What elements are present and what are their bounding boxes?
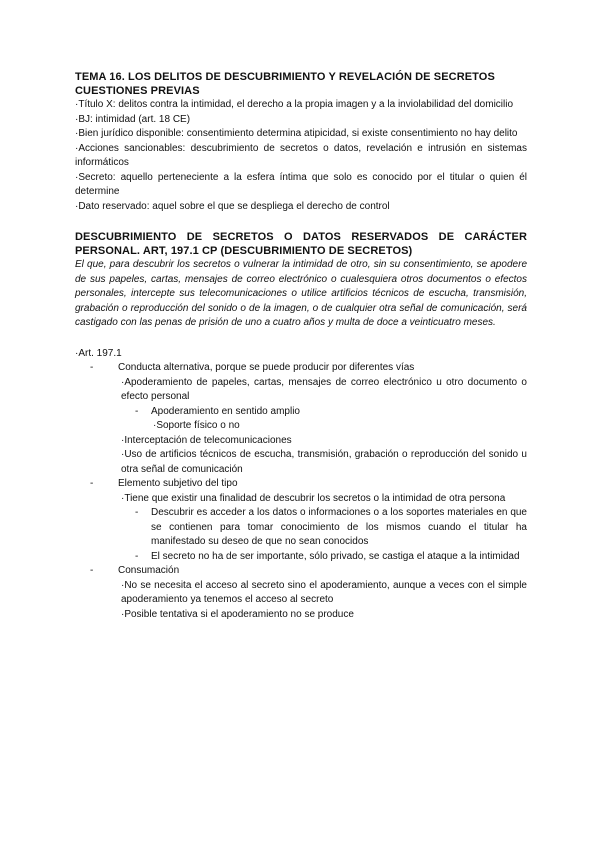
list-item: ·Bien jurídico disponible: consentimiento determina atipicidad, si existe consentimiento no hay delito (75, 128, 518, 139)
subpoint-text: Descubrir es acceder a los datos o informaciones o a los soportes materiales en que se contienen para tomar conocimiento de los mismos cuando el titular ha manifestado su deseo de que no sean conocidos (151, 507, 527, 547)
outline-subpoint (118, 506, 527, 550)
dash-bullet: - (90, 565, 94, 576)
dash-bullet: - (135, 405, 139, 417)
outline-branch (75, 361, 527, 477)
branch-label: Elemento subjetivo del tipo (118, 478, 238, 489)
outline-point: ·Posible tentativa si el apoderamiento no se produce (121, 608, 354, 620)
dash-bullet: - (135, 507, 139, 518)
branch-label: Conducta alternativa, porque se puede producir por diferentes vías (118, 362, 415, 373)
outline-branch (75, 477, 527, 564)
topic-title: TEMA 16. LOS DELITOS DE DESCUBRIMIENTO Y REVELACIÓN DE SECRETOS (75, 71, 495, 83)
outline-point: ·Interceptación de telecomunicaciones (121, 434, 292, 446)
document-content (75, 70, 527, 622)
list-item: ·Acciones sancionables: descubrimiento de secretos o datos, revelación e intrusión en sistemas informáticos (75, 142, 527, 168)
outline-root: ·Art. 197.1 (75, 347, 122, 359)
outline-point: ·Tiene que existir una finalidad de descubrir los secretos o la intimidad de otra persona (121, 492, 506, 504)
subpoint-note: ·Soporte físico o no (153, 420, 240, 431)
subpoint-text: El secreto no ha de ser importante, sólo privado, se castiga el ataque a la intimidad (151, 550, 520, 562)
dash-bullet: - (135, 550, 139, 562)
legal-quote: El que, para descubrir los secretos o vulnerar la intimidad de otro, sin su consentimiento, se apodere de sus papeles, cartas, mensajes de correo electrónico o cualesquiera otros documentos o efectos personales, intercepte sus telecomunicaciones o utilice artificios técnicos de escucha, transmisión, grabación o reproducción del sonido o de la imagen, o de cualquier otra señal de comunicación, será castigado con las penas de prisión de uno a cuatro años y multa de doce a veinticuatro meses. (75, 259, 527, 328)
outline-point: ·No se necesita el acceso al secreto sino el apoderamiento, aunque a veces con el simple apoderamiento ya tenemos el acceso al secreto (121, 579, 527, 605)
outline-point: ·Uso de artificios técnicos de escucha, transmisión, grabación o reproducción del sonido u otra señal de comunicación (121, 449, 527, 475)
dash-bullet: - (90, 362, 94, 373)
list-item: ·Secreto: aquello perteneciente a la esfera íntima que solo es conocido por el titular o quien él determine (75, 171, 527, 197)
section-title-line2: PERSONAL. ART, 197.1 CP (DESCUBRIMIENTO DE SECRETOS) (75, 245, 413, 257)
list-item: ·Título X: delitos contra la intimidad, el derecho a la propia imagen y a la inviolabilidad del domicilio (75, 99, 514, 110)
outline-point: ·Apoderamiento de papeles, cartas, mensajes de correo electrónico u otro documento o efecto personal (121, 376, 527, 402)
spacer (75, 331, 527, 347)
list-item: ·BJ: intimidad (art. 18 CE) (75, 113, 191, 125)
dash-bullet: - (90, 478, 94, 489)
section-title-line1: DESCUBRIMIENTO DE SECRETOS O DATOS RESERVADOS DE CARÁCTER (75, 231, 527, 243)
subpoint-text: Apoderamiento en sentido amplio (151, 405, 300, 417)
outline-subpoint (118, 550, 527, 565)
outline-branch (75, 564, 527, 622)
list-item: ·Dato reservado: aquel sobre el que se despliega el derecho de control (75, 200, 390, 212)
outline-subpoint (118, 405, 527, 434)
spacer (75, 214, 527, 230)
section-subtitle: CUESTIONES PREVIAS (75, 85, 200, 97)
branch-label: Consumación (118, 565, 180, 576)
